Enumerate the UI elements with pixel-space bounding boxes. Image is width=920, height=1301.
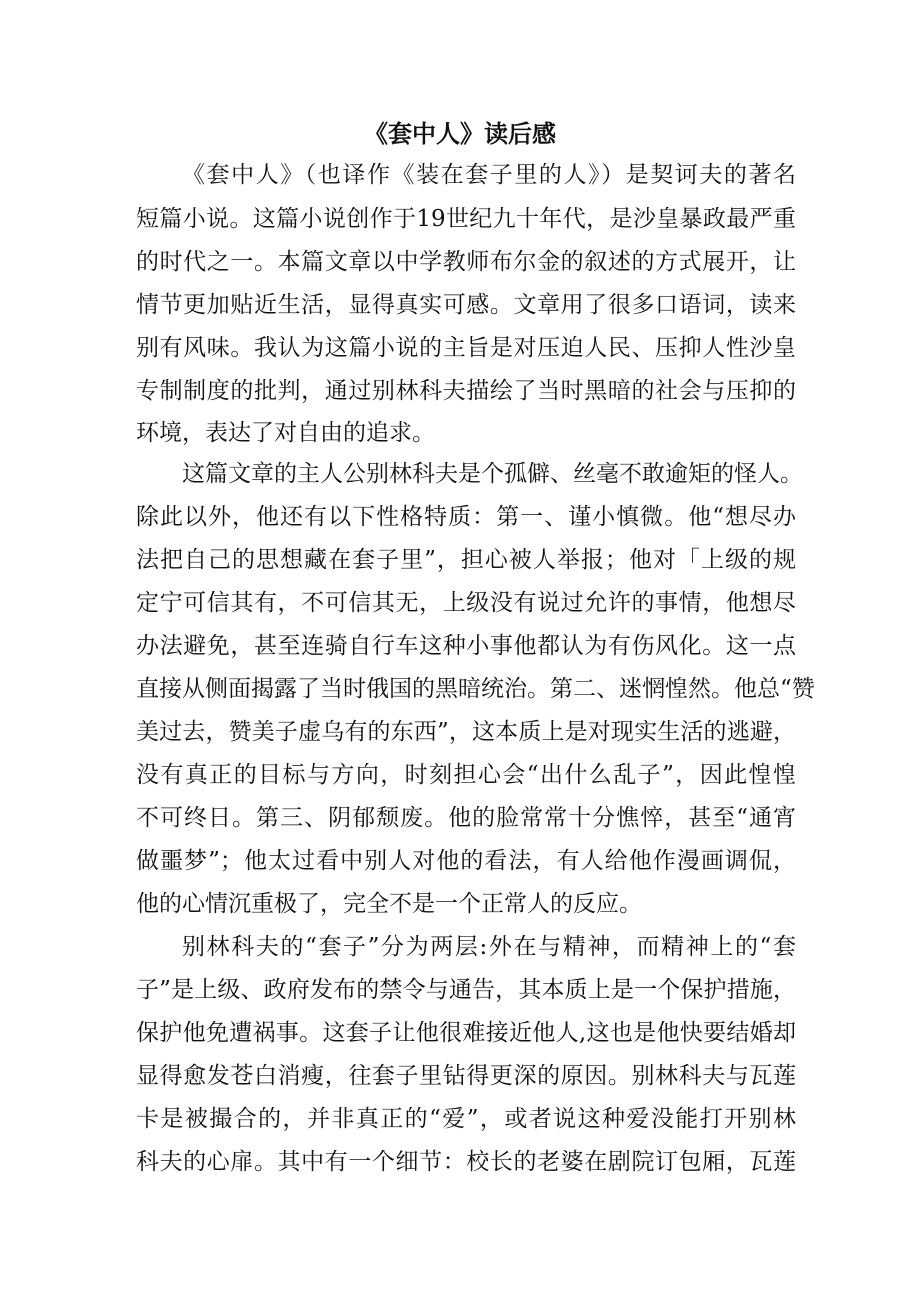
text-line: 他的心情沉重极了，完全不是一个正常人的反应。: [136, 891, 642, 917]
text-line: 环境，表达了对自由的追求。: [136, 420, 435, 446]
text-line: 专制制度的批判，通过别林科夫描绘了当时黑暗的社会与压抑的: [136, 378, 796, 404]
text-line: 卡是被撮合的，并非真正的“爱”，或者说这种爱没能打开别林: [136, 1106, 796, 1132]
text-line: 的时代之一。本篇文章以中学教师布尔金的叙述的方式展开，让: [136, 249, 796, 275]
text-line: 科夫的心扉。其中有一个细节：校长的老婆在剧院订包厢，瓦莲: [136, 1149, 796, 1175]
document-title: 《套中人》读后感: [364, 120, 556, 148]
text-line: 没有真正的目标与方向，时刻担心会“出什么乱子”，因此惶惶: [136, 762, 796, 788]
text-line: 显得愈发苍白消瘦，往套子里钻得更深的原因。别林科夫与瓦莲: [136, 1063, 796, 1089]
text-line: 这篇文章的主人公别林科夫是个孤僻、丝毫不敢逾矩的怪人。: [182, 461, 803, 487]
text-line: 做噩梦”；他太过看中别人对他的看法，有人给他作漫画调侃，: [136, 848, 796, 874]
text-line: 办法避免，甚至连骑自行车这种小事他都认为有伤风化。这一点: [136, 633, 796, 659]
text-line: 直接从侧面揭露了当时俄国的黑暗统治。第二、迷惘惶然。他总“赞: [136, 676, 815, 702]
text-line: 别有风味。我认为这篇小说的主旨是对压迫人民、压抑人性沙皇: [136, 335, 796, 361]
text-line: 美过去，赞美子虚乌有的东西”，这本质上是对现实生活的逃避，: [136, 719, 796, 745]
text-line: 保护他免遭祸事。这套子让他很难接近他人,这也是他快要结婚却: [136, 1020, 796, 1046]
text-line: 法把自己的思想藏在套子里”，担心被人举报；他对「上级的规: [136, 547, 796, 573]
text-line: 《套中人》（也译作《装在套子里的人》）是契诃夫的著名: [182, 162, 796, 188]
text-line: 别林科夫的“套子”分为两层:外在与精神，而精神上的“套: [182, 934, 796, 960]
text-line: 短篇小说。这篇小说创作于19世纪九十年代，是沙皇暴政最严重: [136, 206, 796, 232]
text-line: 定宁可信其有，不可信其无，上级没有说过允许的事情，他想尽: [136, 590, 796, 616]
text-line: 情节更加贴近生活，显得真实可感。文章用了很多口语词，读来: [136, 292, 796, 318]
text-line: 不可终日。第三、阴郁颓废。他的脸常常十分憔悴，甚至“通宵: [136, 805, 796, 831]
text-line: 子”是上级、政府发布的禁令与通告，其本质上是一个保护措施，: [136, 977, 796, 1003]
text-line: 除此以外，他还有以下性格特质：第一、谨小慎微。他“想尽办: [136, 504, 796, 530]
